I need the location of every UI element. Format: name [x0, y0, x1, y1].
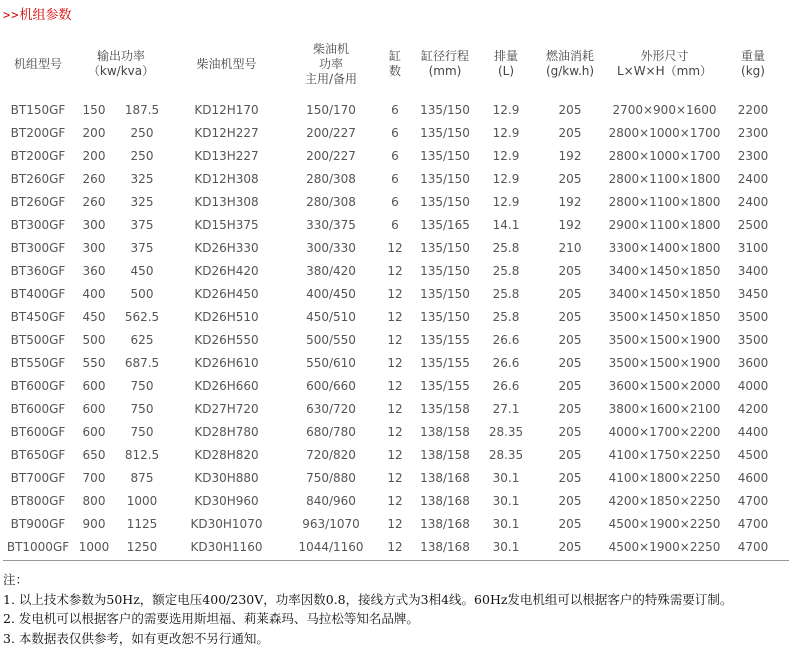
cell-engine-power: 200/227 [306, 148, 356, 163]
cell-model: BT600GF [10, 378, 66, 393]
cell-cylinders: 12 [387, 309, 403, 324]
cell-cylinders: 6 [391, 102, 399, 117]
table-row [3, 259, 783, 282]
cell-model: BT650GF [10, 447, 66, 462]
cell-output-kva: 450 [130, 263, 154, 278]
cell-weight: 4500 [737, 447, 769, 462]
cell-bore-stroke: 138/168 [420, 516, 470, 531]
cell-model: BT500GF [10, 332, 66, 347]
cell-model: BT200GF [10, 148, 66, 163]
cell-weight: 4200 [737, 401, 769, 416]
cell-dimensions: 2700×900×1600 [612, 102, 717, 117]
cell-model: BT550GF [10, 355, 66, 370]
cell-output-kw: 260 [82, 194, 106, 209]
cell-output-kw: 360 [82, 263, 106, 278]
cell-weight: 4700 [737, 493, 769, 508]
cell-engine-power: 550/610 [306, 355, 356, 370]
cell-dimensions: 4100×1750×2250 [608, 447, 721, 462]
cell-dimensions: 4000×1700×2200 [608, 424, 721, 439]
cell-fuel-consumption: 205 [558, 378, 582, 393]
table-row [3, 98, 783, 121]
cell-displacement: 30.1 [492, 516, 520, 531]
cell-output-kva: 750 [130, 378, 154, 393]
cell-weight: 2300 [737, 125, 769, 140]
cell-dimensions: 2900×1100×1800 [608, 217, 721, 232]
cell-engine-model: KD15H375 [194, 217, 259, 232]
cell-engine-power: 280/308 [306, 171, 356, 186]
cell-displacement: 30.1 [492, 493, 520, 508]
cell-output-kva: 500 [130, 286, 154, 301]
header-cylinders: 缸 数 [388, 49, 401, 78]
cell-fuel-consumption: 205 [558, 171, 582, 186]
table-row [3, 121, 783, 144]
cell-fuel-consumption: 205 [558, 470, 582, 485]
cell-weight: 2200 [737, 102, 769, 117]
cell-output-kva: 375 [130, 240, 154, 255]
cell-bore-stroke: 135/150 [420, 194, 470, 209]
header-engine-model: 柴油机型号 [196, 56, 257, 71]
cell-engine-model: KD30H1070 [190, 516, 263, 531]
cell-output-kva: 687.5 [124, 355, 160, 370]
note-line-1: 1. 以上技术参数为50Hz，额定电压400/230V，功率因数0.8，接线方式为3相4线。60Hz发电机组可以根据客户的特殊需要订制。 [3, 591, 733, 607]
cell-engine-model: KD30H1160 [190, 539, 263, 554]
cell-cylinders: 6 [391, 217, 399, 232]
cell-engine-power: 330/375 [306, 217, 356, 232]
cell-model: BT450GF [10, 309, 66, 324]
cell-engine-model: KD26H610 [194, 355, 259, 370]
cell-bore-stroke: 138/158 [420, 447, 470, 462]
cell-dimensions: 4100×1800×2250 [608, 470, 721, 485]
cell-output-kw: 600 [82, 401, 106, 416]
cell-output-kva: 187.5 [124, 102, 160, 117]
table-row [3, 397, 783, 420]
notes-heading: 注： [3, 572, 29, 587]
cell-model: BT900GF [10, 516, 66, 531]
cell-weight: 3600 [737, 355, 769, 370]
header-model: 机组型号 [13, 56, 62, 71]
notes-divider [3, 560, 789, 561]
cell-bore-stroke: 135/150 [420, 263, 470, 278]
cell-output-kva: 1000 [126, 493, 158, 508]
cell-engine-model: KD12H308 [194, 171, 259, 186]
table-row [3, 190, 783, 213]
cell-fuel-consumption: 205 [558, 309, 582, 324]
cell-dimensions: 3400×1450×1850 [608, 263, 721, 278]
cell-bore-stroke: 135/155 [420, 355, 470, 370]
cell-engine-power: 1044/1160 [298, 539, 364, 554]
cell-output-kw: 1000 [78, 539, 110, 554]
cell-engine-model: KD26H510 [194, 309, 259, 324]
cell-cylinders: 6 [391, 125, 399, 140]
cell-model: BT700GF [10, 470, 66, 485]
cell-output-kva: 375 [130, 217, 154, 232]
cell-model: BT200GF [10, 125, 66, 140]
cell-displacement: 27.1 [492, 401, 520, 416]
table-row [3, 351, 783, 374]
cell-weight: 3400 [737, 263, 769, 278]
cell-bore-stroke: 135/155 [420, 378, 470, 393]
cell-dimensions: 3600×1500×2000 [608, 378, 721, 393]
cell-output-kw: 600 [82, 378, 106, 393]
cell-weight: 4000 [737, 378, 769, 393]
cell-fuel-consumption: 205 [558, 125, 582, 140]
header-fuel-consumption: 燃油消耗 (g/kw.h) [545, 49, 595, 78]
cell-weight: 4400 [737, 424, 769, 439]
header-dimensions: 外形尺寸 L×W×H（mm） [616, 49, 713, 78]
cell-dimensions: 4200×1850×2250 [608, 493, 721, 508]
cell-engine-power: 630/720 [306, 401, 356, 416]
cell-weight: 3100 [737, 240, 769, 255]
header-displacement: 排量 (L) [493, 49, 518, 78]
cell-dimensions: 3500×1500×1900 [608, 332, 721, 347]
cell-engine-model: KD26H450 [194, 286, 259, 301]
cell-bore-stroke: 135/150 [420, 240, 470, 255]
cell-cylinders: 12 [387, 516, 403, 531]
cell-dimensions: 3800×1600×2100 [608, 401, 721, 416]
cell-weight: 3450 [737, 286, 769, 301]
cell-dimensions: 3400×1450×1850 [608, 286, 721, 301]
cell-output-kw: 650 [82, 447, 106, 462]
cell-output-kva: 250 [130, 148, 154, 163]
cell-engine-power: 680/780 [306, 424, 356, 439]
cell-bore-stroke: 135/150 [420, 148, 470, 163]
cell-bore-stroke: 138/168 [420, 539, 470, 554]
cell-engine-power: 380/420 [306, 263, 356, 278]
cell-bore-stroke: 135/158 [420, 401, 470, 416]
cell-engine-model: KD28H780 [194, 424, 259, 439]
cell-model: BT400GF [10, 286, 66, 301]
cell-model: BT1000GF [6, 539, 70, 554]
cell-cylinders: 12 [387, 332, 403, 347]
cell-fuel-consumption: 205 [558, 424, 582, 439]
cell-displacement: 25.8 [492, 263, 520, 278]
cell-bore-stroke: 138/158 [420, 424, 470, 439]
header-weight: 重量 (kg) [740, 49, 765, 78]
table-row [3, 374, 783, 397]
cell-output-kw: 500 [82, 332, 106, 347]
cell-displacement: 14.1 [492, 217, 520, 232]
table-row [3, 305, 783, 328]
table-row [3, 512, 783, 535]
cell-weight: 4700 [737, 539, 769, 554]
cell-model: BT600GF [10, 401, 66, 416]
table-row [3, 443, 783, 466]
cell-cylinders: 12 [387, 401, 403, 416]
cell-model: BT150GF [10, 102, 66, 117]
cell-cylinders: 6 [391, 148, 399, 163]
cell-displacement: 30.1 [492, 539, 520, 554]
table-row [3, 144, 783, 167]
cell-displacement: 12.9 [492, 171, 520, 186]
cell-engine-power: 963/1070 [302, 516, 360, 531]
cell-output-kva: 325 [130, 194, 154, 209]
cell-dimensions: 2800×1100×1800 [608, 194, 721, 209]
cell-bore-stroke: 135/150 [420, 102, 470, 117]
cell-displacement: 12.9 [492, 148, 520, 163]
cell-dimensions: 2800×1000×1700 [608, 125, 721, 140]
cell-weight: 2300 [737, 148, 769, 163]
cell-engine-model: KD13H308 [194, 194, 259, 209]
cell-cylinders: 12 [387, 424, 403, 439]
cell-displacement: 25.8 [492, 309, 520, 324]
cell-output-kw: 300 [82, 240, 106, 255]
cell-output-kw: 150 [82, 102, 106, 117]
table-row [3, 535, 783, 558]
cell-displacement: 12.9 [492, 125, 520, 140]
table-row [3, 420, 783, 443]
cell-output-kw: 260 [82, 171, 106, 186]
cell-cylinders: 12 [387, 240, 403, 255]
header-bore-stroke: 缸径行程 (mm) [420, 49, 469, 78]
cell-fuel-consumption: 205 [558, 263, 582, 278]
cell-displacement: 26.6 [492, 355, 520, 370]
cell-engine-power: 280/308 [306, 194, 356, 209]
cell-dimensions: 3300×1400×1800 [608, 240, 721, 255]
cell-engine-model: KD28H820 [194, 447, 259, 462]
cell-dimensions: 2800×1000×1700 [608, 148, 721, 163]
table-header-row [3, 30, 783, 98]
cell-output-kva: 562.5 [124, 309, 160, 324]
cell-displacement: 26.6 [492, 332, 520, 347]
cell-weight: 2500 [737, 217, 769, 232]
cell-engine-power: 600/660 [306, 378, 356, 393]
header-engine-power: 柴油机 功率 主用/备用 [304, 41, 358, 86]
table-row [3, 282, 783, 305]
table-row [3, 489, 783, 512]
cell-output-kva: 1125 [126, 516, 158, 531]
cell-displacement: 12.9 [492, 194, 520, 209]
cell-dimensions: 3500×1500×1900 [608, 355, 721, 370]
cell-output-kva: 250 [130, 125, 154, 140]
cell-fuel-consumption: 205 [558, 493, 582, 508]
cell-output-kw: 800 [82, 493, 106, 508]
cell-cylinders: 12 [387, 539, 403, 554]
table-body [3, 98, 783, 558]
cell-output-kw: 600 [82, 424, 106, 439]
cell-cylinders: 12 [387, 493, 403, 508]
cell-fuel-consumption: 205 [558, 332, 582, 347]
cell-output-kw: 200 [82, 148, 106, 163]
cell-dimensions: 4500×1900×2250 [608, 516, 721, 531]
cell-output-kva: 750 [130, 424, 154, 439]
header-output-power: 输出功率 （kw/kva） [87, 49, 155, 78]
cell-fuel-consumption: 205 [558, 102, 582, 117]
cell-fuel-consumption: 205 [558, 516, 582, 531]
cell-output-kva: 625 [130, 332, 154, 347]
cell-dimensions: 4500×1900×2250 [608, 539, 721, 554]
cell-displacement: 26.6 [492, 378, 520, 393]
cell-cylinders: 12 [387, 470, 403, 485]
cell-engine-power: 300/330 [306, 240, 356, 255]
cell-output-kw: 700 [82, 470, 106, 485]
cell-output-kw: 200 [82, 125, 106, 140]
cell-model: BT360GF [10, 263, 66, 278]
cell-fuel-consumption: 210 [558, 240, 582, 255]
cell-bore-stroke: 135/150 [420, 286, 470, 301]
cell-output-kw: 550 [82, 355, 106, 370]
cell-dimensions: 3500×1450×1850 [608, 309, 721, 324]
cell-cylinders: 12 [387, 355, 403, 370]
cell-model: BT600GF [10, 424, 66, 439]
cell-engine-model: KD30H960 [194, 493, 259, 508]
cell-fuel-consumption: 192 [558, 194, 582, 209]
cell-cylinders: 12 [387, 447, 403, 462]
cell-displacement: 25.8 [492, 240, 520, 255]
notes [3, 570, 789, 648]
cell-fuel-consumption: 192 [558, 148, 582, 163]
cell-output-kva: 875 [130, 470, 154, 485]
cell-engine-power: 840/960 [306, 493, 356, 508]
cell-output-kw: 300 [82, 217, 106, 232]
table-row [3, 328, 783, 351]
cell-engine-model: KD26H420 [194, 263, 259, 278]
cell-displacement: 25.8 [492, 286, 520, 301]
cell-bore-stroke: 135/155 [420, 332, 470, 347]
cell-engine-power: 500/550 [306, 332, 356, 347]
cell-cylinders: 12 [387, 378, 403, 393]
cell-fuel-consumption: 205 [558, 355, 582, 370]
cell-engine-model: KD26H330 [194, 240, 259, 255]
cell-displacement: 28.35 [488, 424, 524, 439]
cell-cylinders: 12 [387, 263, 403, 278]
cell-model: BT300GF [10, 217, 66, 232]
cell-bore-stroke: 138/168 [420, 470, 470, 485]
cell-engine-power: 450/510 [306, 309, 356, 324]
cell-output-kw: 400 [82, 286, 106, 301]
cell-weight: 3500 [737, 309, 769, 324]
cell-engine-power: 200/227 [306, 125, 356, 140]
cell-model: BT800GF [10, 493, 66, 508]
cell-fuel-consumption: 192 [558, 217, 582, 232]
cell-weight: 4600 [737, 470, 769, 485]
table-row [3, 167, 783, 190]
cell-engine-power: 720/820 [306, 447, 356, 462]
cell-output-kw: 900 [82, 516, 106, 531]
cell-fuel-consumption: 205 [558, 401, 582, 416]
cell-bore-stroke: 138/168 [420, 493, 470, 508]
cell-bore-stroke: 135/165 [420, 217, 470, 232]
table-row [3, 466, 783, 489]
cell-engine-power: 750/880 [306, 470, 356, 485]
table-row [3, 213, 783, 236]
cell-bore-stroke: 135/150 [420, 125, 470, 140]
cell-engine-power: 150/170 [306, 102, 356, 117]
note-line-2: 2. 发电机可以根据客户的需要选用斯坦福、莉莱森玛、马拉松等知名品牌。 [3, 611, 419, 626]
cell-output-kva: 750 [130, 401, 154, 416]
cell-fuel-consumption: 205 [558, 447, 582, 462]
cell-cylinders: 12 [387, 286, 403, 301]
cell-fuel-consumption: 205 [558, 286, 582, 301]
cell-bore-stroke: 135/150 [420, 171, 470, 186]
cell-bore-stroke: 135/150 [420, 309, 470, 324]
cell-model: BT300GF [10, 240, 66, 255]
cell-weight: 4700 [737, 516, 769, 531]
cell-fuel-consumption: 205 [558, 539, 582, 554]
cell-displacement: 30.1 [492, 470, 520, 485]
cell-cylinders: 6 [391, 194, 399, 209]
cell-model: BT260GF [10, 171, 66, 186]
cell-weight: 2400 [737, 194, 769, 209]
cell-dimensions: 2800×1100×1800 [608, 171, 721, 186]
cell-engine-model: KD12H170 [194, 102, 259, 117]
cell-engine-model: KD30H880 [194, 470, 259, 485]
cell-output-kw: 450 [82, 309, 106, 324]
cell-engine-model: KD26H550 [194, 332, 259, 347]
cell-engine-power: 400/450 [306, 286, 356, 301]
cell-model: BT260GF [10, 194, 66, 209]
section-title [3, 4, 71, 23]
cell-engine-model: KD27H720 [194, 401, 259, 416]
section-title-text: 机组参数 [19, 8, 72, 23]
section-arrows: >> [3, 8, 20, 22]
note-line-3: 3. 本数据表仅供参考，如有更改恕不另行通知。 [3, 630, 269, 646]
cell-engine-model: KD26H660 [194, 378, 259, 393]
cell-output-kva: 1250 [126, 539, 158, 554]
cell-displacement: 28.35 [488, 447, 524, 462]
cell-output-kva: 812.5 [124, 447, 160, 462]
cell-cylinders: 6 [391, 171, 399, 186]
table-row [3, 236, 783, 259]
cell-weight: 2400 [737, 171, 769, 186]
cell-output-kva: 325 [130, 171, 154, 186]
cell-engine-model: KD13H227 [194, 148, 259, 163]
params-table [3, 30, 783, 558]
cell-displacement: 12.9 [492, 102, 520, 117]
cell-weight: 3500 [737, 332, 769, 347]
cell-engine-model: KD12H227 [194, 125, 259, 140]
